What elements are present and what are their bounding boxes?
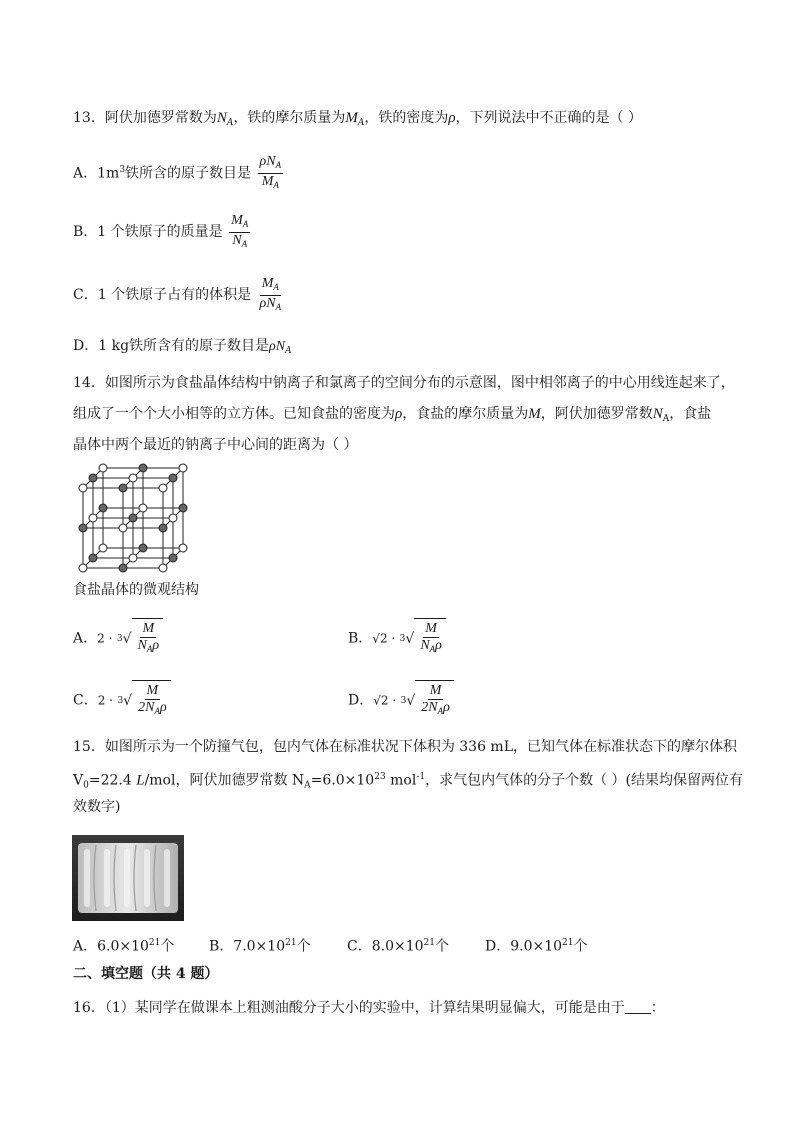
q14-option-b: B．√2 · 3 √ $\frac{M}{N_A\rho}$ — [348, 618, 446, 659]
q14-option-d: D．√2 · 3 √ $\frac{M}{2N_A\rho}$ — [348, 680, 454, 721]
q15-stem-line3: 效数字) — [73, 799, 121, 815]
q13-option-a: A．$1m^3$铁所含的原子数目是 $\frac{\rho N_A}{M_A}$ — [73, 150, 283, 194]
q16-stem: 16．（1）某同学在做课本上粗测油酸分子大小的实验中，计算结果明显偏大，可能是由于 ： — [73, 1000, 665, 1016]
nacl-crystal-figure — [78, 462, 190, 574]
lattice-ions — [79, 464, 187, 572]
q13-option-d: D．1 kg铁所含有的原子数目是$\rho N_A$ — [73, 338, 292, 356]
q13-stem: 13．阿伏加德罗常数为$N_A$，铁的摩尔质量为$M_A$，铁的密度为ρ，下列说法中不正确的是（ ） — [73, 110, 642, 128]
cube-root-icon: 3 √ $\frac{M}{2N_A\rho}$ — [401, 680, 454, 721]
q13-option-c: C．1 个铁原子占有的体积是 $\frac{M_A}{\rho N_A}$ — [73, 275, 283, 315]
q15-stem-line1: 15．如图所示为一个防撞气包，包内气体在标准状况下体积为 336 mL，已知气体在标准状态下的摩尔体积 — [73, 739, 738, 755]
q14-option-a: A．2 · 3 √ $\frac{M}{N_A\rho}$ — [73, 618, 163, 659]
q15-option-b: B．$7.0\times 10^{21}$个 — [209, 938, 311, 955]
q13-option-b: B．1 个铁原子的质量是 $\frac{M_A}{N_A}$ — [73, 212, 250, 252]
q15-stem-line2: $V_0=22.4$ L/mol，阿伏加德罗常数 $N_A=6.0\times 10^{23}$ mol$^{-1}$，求气包内气体的分子个数（ ）(结果均保留两位有 — [73, 772, 744, 791]
section-title: 二、填空题（共 4 题） — [73, 966, 219, 982]
q15-option-c: C．$8.0\times 10^{21}$个 — [347, 938, 449, 955]
q15-option-d: D．$9.0\times 10^{21}$个 — [485, 938, 588, 955]
q15-option-a: A．$6.0\times 10^{21}$个 — [73, 938, 175, 955]
q13-option-b-fraction: $\frac{M_A}{N_A}$ — [231, 212, 249, 249]
cube-root-icon: 3 √ $\frac{M}{N_A\rho}$ — [117, 618, 163, 659]
cube-root-icon: 3 √ $\frac{M}{2N_A\rho}$ — [117, 680, 170, 721]
q14-figure-caption: 食盐晶体的微观结构 — [73, 582, 199, 598]
q14-stem-line2: 组成了一个个大小相等的立方体。已知食盐的密度为ρ，食盐的摩尔质量为M，阿伏加德罗常数$N_A$，食盐 — [73, 406, 712, 424]
air-cushion-photo — [72, 835, 184, 921]
q14-stem-line3: 晶体中两个最近的钠离子中心间的距离为（ ） — [73, 437, 358, 453]
cube-root-icon: 3 √ $\frac{M}{N_A\rho}$ — [400, 618, 446, 659]
q13-option-a-fraction: $\frac{\rho N_A}{M_A}$ — [259, 154, 282, 191]
q14-option-c: C．2 · 3 √ $\frac{M}{2N_A\rho}$ — [73, 680, 171, 721]
answer-blank[interactable] — [625, 999, 651, 1014]
q14-stem-line1: 14．如图所示为食盐晶体结构中钠离子和氯离子的空间分布的示意图，图中相邻离子的中心用线连起来了， — [73, 375, 735, 391]
q13-option-c-fraction: $\frac{M_A}{\rho N_A}$ — [259, 275, 282, 312]
